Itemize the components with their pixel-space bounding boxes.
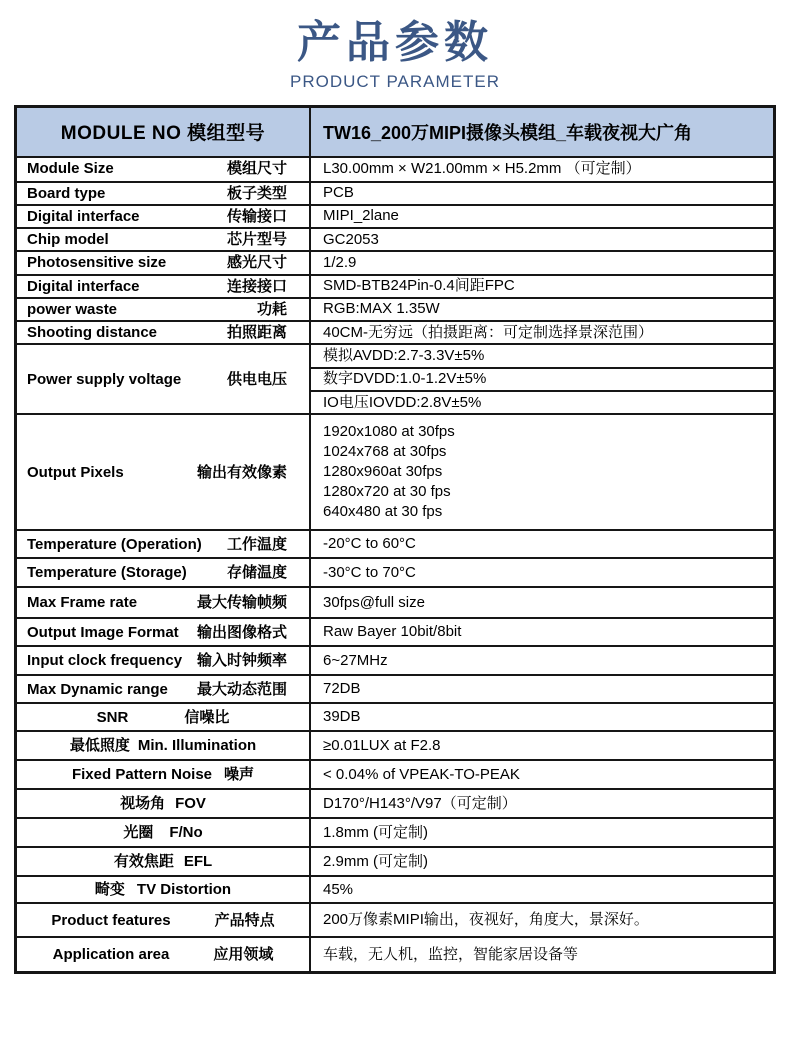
row-label-en: Min. Illumination [137, 737, 257, 755]
row-value [311, 732, 773, 759]
row-value [311, 322, 773, 343]
table-header-row [17, 108, 773, 156]
row-label-zh: 芯片型号 [226, 231, 287, 249]
row-value-line: ≥0.01LUX at F2.8 [323, 736, 441, 754]
table-row [17, 250, 773, 273]
row-value-line: 40CM-无穷远（拍摄距离：可定制选择景深范围） [323, 323, 654, 341]
row-label [17, 206, 311, 227]
page-title: 产品参数 [297, 18, 493, 67]
row-value [311, 588, 773, 617]
table-row [17, 274, 773, 297]
table-row [17, 702, 773, 730]
row-label-en: Output Image Format [27, 623, 179, 641]
row-value-line: D170°/H143°/V97（可定制） [323, 794, 517, 812]
row-label [17, 790, 311, 817]
row-label-en: Digital interface [27, 207, 140, 225]
row-label-en: F/No [169, 824, 203, 842]
row-label [17, 819, 311, 846]
row-label [17, 158, 311, 181]
table-body [17, 156, 773, 972]
row-value [311, 158, 773, 181]
row-value-line: PCB [323, 184, 354, 202]
row-value [311, 276, 773, 297]
row-label [17, 252, 311, 273]
row-value-line: 数字DVDD:1.0-1.2V±5% [311, 367, 773, 390]
row-label-en: FOV [175, 795, 206, 813]
row-label-en: Digital interface [27, 277, 140, 295]
row-label-zh: 传输接口 [226, 207, 287, 225]
table-row [17, 156, 773, 181]
row-label-zh: 光圈 [123, 824, 154, 842]
table-row [17, 645, 773, 674]
row-value [311, 252, 773, 273]
row-label-zh: 功耗 [256, 300, 287, 318]
row-label-zh: 有效焦距 [113, 853, 174, 871]
row-label [17, 732, 311, 759]
row-value-line: 72DB [323, 680, 361, 698]
row-value [311, 704, 773, 730]
row-value [311, 415, 773, 529]
row-value [311, 848, 773, 875]
row-value-line: 模拟AVDD:2.7-3.3V±5% [323, 347, 485, 364]
row-label-zh: 输入时钟频率 [196, 652, 287, 670]
row-value [311, 819, 773, 846]
row-value [311, 229, 773, 250]
row-value-line: SMD-BTB24Pin-0.4间距FPC [323, 277, 515, 295]
row-value-line: RGB:MAX 1.35W [323, 300, 440, 318]
row-label-en: Application area [52, 946, 170, 964]
row-value [311, 183, 773, 204]
row-value-line: 1/2.9 [323, 253, 357, 271]
row-label [17, 676, 311, 702]
row-label-zh: 畸变 [94, 881, 125, 899]
row-label [17, 761, 311, 788]
row-label-zh: 拍照距离 [226, 324, 287, 342]
row-label-zh: 视场角 [120, 795, 166, 813]
table-row [17, 343, 773, 413]
row-label [17, 704, 311, 730]
row-label [17, 415, 311, 529]
row-value-line: 30fps@full size [323, 593, 425, 611]
row-label-zh: 输出图像格式 [196, 623, 287, 641]
row-label [17, 276, 311, 297]
row-value-line: < 0.04% of VPEAK-TO-PEAK [323, 765, 520, 783]
row-label-en: Input clock frequency [27, 652, 183, 670]
row-value-line: 2.9mm (可定制) [323, 852, 429, 870]
row-label-en: TV Distortion [136, 881, 232, 899]
page-header [0, 0, 790, 92]
row-value-line: -20°C to 60°C [323, 535, 416, 553]
row-value-line: GC2053 [323, 230, 379, 248]
page-subtitle: PRODUCT PARAMETER [289, 71, 500, 91]
row-label [17, 588, 311, 617]
table-row [17, 320, 773, 343]
table-row [17, 788, 773, 817]
row-label-en: SNR [96, 708, 129, 726]
table-row [17, 227, 773, 250]
row-label-zh: 感光尺寸 [226, 254, 287, 272]
row-label [17, 531, 311, 557]
row-value-line: 45% [323, 880, 354, 898]
row-label-zh: 存储温度 [226, 564, 287, 582]
row-value-line: -30°C to 70°C [323, 563, 416, 581]
row-value [311, 761, 773, 788]
row-value-line: 200万像素MIPI输出，夜视好，角度大，景深好。 [323, 911, 649, 929]
row-label-en: Output Pixels [27, 463, 124, 481]
row-label-en: Chip model [27, 231, 109, 249]
row-label [17, 229, 311, 250]
row-value-line: 1920x1080 at 30fps [323, 423, 455, 441]
row-value [311, 345, 773, 413]
table-row [17, 846, 773, 875]
table-row [17, 617, 773, 645]
row-value [311, 531, 773, 557]
row-value [311, 559, 773, 586]
row-label-en: Shooting distance [27, 324, 158, 342]
module-no-header: MODULE NO 模组型号 [17, 108, 311, 156]
table-row [17, 817, 773, 846]
table-row [17, 204, 773, 227]
row-value [311, 206, 773, 227]
row-label-en: Board type [27, 184, 106, 202]
row-label-zh: 工作温度 [226, 535, 287, 553]
row-value-line: 1024x768 at 30fps [323, 443, 447, 461]
row-label-zh: 板子类型 [226, 184, 287, 202]
row-label-zh: 最低照度 [69, 737, 130, 755]
table-row [17, 297, 773, 320]
row-value [311, 619, 773, 645]
product-parameter-table [14, 105, 776, 975]
row-label-en: power waste [27, 300, 118, 318]
row-label [17, 559, 311, 586]
row-value [311, 790, 773, 817]
row-label-en: Temperature (Storage) [27, 564, 187, 582]
row-label-zh: 供电电压 [226, 370, 287, 388]
row-label-zh: 模组尺寸 [226, 160, 287, 178]
row-value-line: L30.00mm × W21.00mm × H5.2mm （可定制） [323, 160, 641, 178]
row-label-en: Photosensitive size [27, 254, 167, 272]
row-label-en: Fixed Pattern Noise [71, 766, 213, 784]
table-row [17, 413, 773, 529]
row-value-line: 1.8mm (可定制) [323, 823, 429, 841]
table-row [17, 674, 773, 702]
row-label [17, 848, 311, 875]
table-row [17, 730, 773, 759]
row-label [17, 183, 311, 204]
row-label-en: Power supply voltage [27, 370, 182, 388]
row-label-en: Product features [51, 911, 171, 929]
row-value-line: IO电压IOVDD:2.8V±5% [311, 390, 773, 413]
row-label-zh: 连接接口 [226, 277, 287, 295]
row-label [17, 322, 311, 343]
row-label [17, 904, 311, 936]
row-label [17, 877, 311, 902]
row-value-line: 6~27MHz [323, 651, 388, 669]
row-label [17, 345, 311, 413]
table-row [17, 181, 773, 204]
row-label-zh: 应用领域 [213, 946, 274, 964]
row-label-zh: 最大传输帧频 [196, 594, 287, 612]
table-row [17, 902, 773, 936]
row-value-line: Raw Bayer 10bit/8bit [323, 623, 462, 641]
row-value [311, 904, 773, 936]
row-label-en: Temperature (Operation) [27, 535, 202, 553]
row-label-en: EFL [183, 853, 213, 871]
row-label-en: Module Size [27, 160, 114, 178]
table-row [17, 586, 773, 617]
row-label-zh: 产品特点 [214, 911, 275, 929]
row-value-line: 车载，无人机，监控，智能家居设备等 [323, 945, 579, 963]
row-label-en: Max Dynamic range [27, 680, 168, 698]
row-value [311, 647, 773, 674]
row-label [17, 619, 311, 645]
table-row [17, 936, 773, 971]
row-value [311, 299, 773, 320]
row-value-line: MIPI_2lane [323, 207, 399, 225]
module-name-header: TW16_200万MIPI摄像头模组_车载夜视大广角 [323, 122, 693, 143]
row-value [311, 877, 773, 902]
row-label [17, 299, 311, 320]
table-row [17, 557, 773, 586]
table-row [17, 759, 773, 788]
table-row [17, 529, 773, 557]
row-label-zh: 噪声 [224, 766, 255, 784]
row-label-zh: 信噪比 [184, 708, 230, 726]
row-label-en: Max Frame rate [27, 594, 138, 612]
row-label-zh: 输出有效像素 [196, 463, 287, 481]
row-label [17, 938, 311, 971]
row-value-line: 1280x720 at 30 fps [323, 483, 451, 501]
row-label-zh: 最大动态范围 [196, 680, 287, 698]
row-value [311, 938, 773, 971]
table-row [17, 875, 773, 902]
row-label [17, 647, 311, 674]
row-value-line: 1280x960at 30fps [323, 463, 443, 481]
row-value-line: 640x480 at 30 fps [323, 503, 443, 521]
row-value [311, 676, 773, 702]
row-value-line: 39DB [323, 708, 361, 726]
